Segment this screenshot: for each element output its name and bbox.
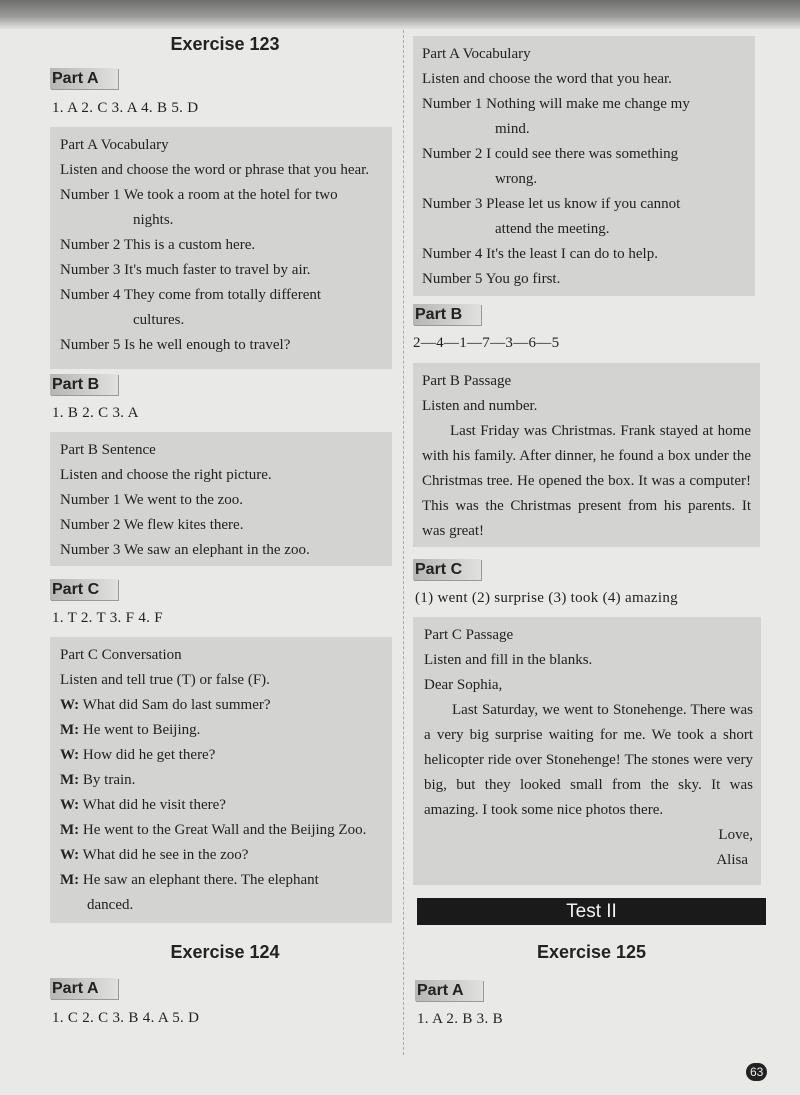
box-instruction: Listen and fill in the blanks. <box>424 652 593 668</box>
speaker: W: <box>60 797 80 813</box>
page-top-shadow <box>0 0 800 30</box>
item-2-cont: wrong. <box>495 171 538 187</box>
box-heading: Part B Passage <box>422 373 512 389</box>
box-instruction: Listen and tell true (T) or false (F). <box>60 672 270 688</box>
item-1-cont: nights. <box>133 212 174 228</box>
dialogue-line <box>60 693 382 718</box>
item-1-cont: mind. <box>495 121 530 137</box>
box-heading: Part A Vocabulary <box>422 46 531 62</box>
box-instruction: Listen and choose the right picture. <box>60 467 272 483</box>
dialogue-text: By train. <box>82 772 136 788</box>
exercise-123-title: Exercise 123 <box>170 34 280 54</box>
box-instruction: Listen and number. <box>422 398 538 414</box>
dialogue-text: What did he see in the zoo? <box>82 847 249 863</box>
test-section-bar: Test II <box>417 898 766 925</box>
part-c-conversation-box <box>50 637 392 923</box>
dialogue-text: He went to the Great Wall and the Beijing Zoo. <box>82 822 367 838</box>
right-vocabulary-box <box>413 36 755 296</box>
part-c-passage-box <box>413 617 761 885</box>
item-4: Number 4 They come from totally different <box>60 287 322 303</box>
dialogue-line <box>60 793 382 818</box>
passage-text: Last Friday was Christmas. Frank stayed at home with his family. After dinner, he found a box under the Christmas tree. He opened the box. It was a computer! This was the Christmas present from his parents. It was great! <box>422 423 751 539</box>
part-c-label: Part C <box>50 579 118 600</box>
part-a-vocabulary-box <box>50 127 392 369</box>
part-a-answers: 1. A 2. C 3. A 4. B 5. D <box>52 100 199 116</box>
part-b-answers: 1. B 2. C 3. A <box>52 405 139 421</box>
speaker: W: <box>60 847 80 863</box>
speaker: W: <box>60 697 80 713</box>
box-heading: Part A Vocabulary <box>60 137 169 153</box>
exercise-124-title: Exercise 124 <box>170 942 280 962</box>
item-1: Number 1 Nothing will make me change my <box>422 96 690 112</box>
part-c-answers: 1. T 2. T 3. F 4. F <box>52 610 163 626</box>
item-3: Number 3 Please let us know if you cannot <box>422 196 681 212</box>
dialogue-text-cont: danced. <box>87 897 134 913</box>
dialogue-line <box>60 843 382 868</box>
speaker: M: <box>60 822 80 838</box>
speaker: M: <box>60 872 80 888</box>
dialogue-text: He saw an elephant there. The elephant <box>82 872 319 888</box>
speaker: M: <box>60 722 80 738</box>
item-5: Number 5 You go first. <box>422 271 561 287</box>
ex125-part-a-label: Part A <box>415 980 483 1001</box>
right-part-b-answers: 2—4—1—7—3—6—5 <box>413 335 560 351</box>
page-number-badge: 63 <box>746 1063 767 1081</box>
item-4: Number 4 It's the least I can do to help. <box>422 246 658 262</box>
item-2: Number 2 We flew kites there. <box>60 517 244 533</box>
dialogue-text: He went to Beijing. <box>82 722 201 738</box>
box-heading: Part B Sentence <box>60 442 156 458</box>
speaker: W: <box>60 747 80 763</box>
box-instruction: Listen and choose the word or phrase that you hear. <box>60 162 370 178</box>
part-b-passage-box <box>413 363 760 547</box>
dialogue-line <box>60 718 382 743</box>
column-divider <box>403 30 404 1055</box>
item-2: Number 2 I could see there was something <box>422 146 679 162</box>
letter-greeting: Dear Sophia, <box>424 677 503 693</box>
part-a-label: Part A <box>50 68 118 89</box>
box-instruction: Listen and choose the word that you hear. <box>422 71 672 87</box>
item-5: Number 5 Is he well enough to travel? <box>60 337 291 353</box>
letter-body: Last Saturday, we went to Stonehenge. There was a very big surprise waiting for me. We took a short helicopter ride over Stonehenge! The stones were very big, but they looked small from the sky. It was amazing. I took some nice photos there. <box>424 702 753 818</box>
dialogue-line <box>60 818 382 843</box>
dialogue-line <box>60 743 382 768</box>
right-part-b-label: Part B <box>413 304 481 325</box>
ex125-part-a-answers: 1. A 2. B 3. B <box>417 1011 503 1027</box>
right-part-c-answers: (1) went (2) surprise (3) took (4) amazing <box>415 590 678 606</box>
right-part-c-label: Part C <box>413 559 481 580</box>
letter-closing: Love, <box>718 827 753 843</box>
dialogue-line <box>60 868 382 893</box>
box-heading: Part C Conversation <box>60 647 182 663</box>
item-4-cont: cultures. <box>133 312 185 328</box>
item-1: Number 1 We went to the zoo. <box>60 492 244 508</box>
part-b-sentence-box <box>50 432 392 566</box>
part-b-label: Part B <box>50 374 118 395</box>
ex124-part-a-label: Part A <box>50 978 118 999</box>
item-3-cont: attend the meeting. <box>495 221 610 237</box>
dialogue-text: How did he get there? <box>82 747 216 763</box>
ex124-part-a-answers: 1. C 2. C 3. B 4. A 5. D <box>52 1010 200 1026</box>
item-1: Number 1 We took a room at the hotel for two <box>60 187 338 203</box>
dialogue-text: What did Sam do last summer? <box>82 697 271 713</box>
item-2: Number 2 This is a custom here. <box>60 237 256 253</box>
dialogue-line <box>60 768 382 793</box>
speaker: M: <box>60 772 80 788</box>
box-heading: Part C Passage <box>424 627 514 643</box>
exercise-125-title: Exercise 125 <box>536 942 647 962</box>
item-3: Number 3 It's much faster to travel by air. <box>60 262 311 278</box>
letter-signature: Alisa <box>716 852 748 868</box>
item-3: Number 3 We saw an elephant in the zoo. <box>60 542 310 558</box>
dialogue-text: What did he visit there? <box>82 797 226 813</box>
